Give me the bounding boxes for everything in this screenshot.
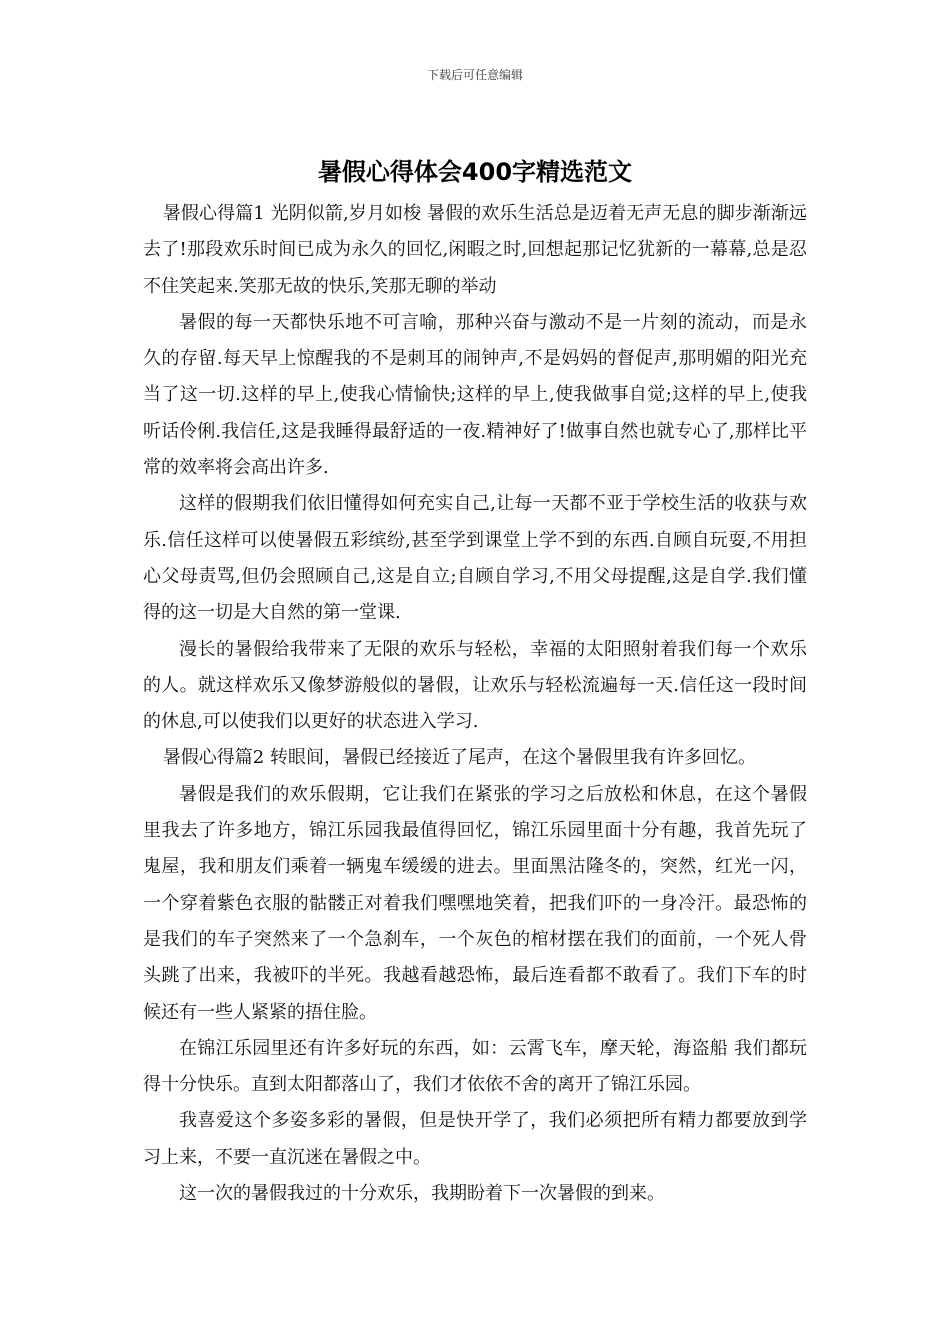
paragraph: 这一次的暑假我过的十分欢乐，我期盼着下一次暑假的到来。 (179, 1183, 665, 1205)
paragraph: 我喜爱这个多姿多彩的暑假，但是快开学了，我们必须把所有精力都要放到学习上来，不要一直沉迷在暑假之中。 (143, 1110, 807, 1168)
paragraph: 漫长的暑假给我带来了无限的欢乐与轻松，幸福的太阳照射着我们每一个欢乐的人。就这样欢乐又像梦游般似的暑假，让欢乐与轻松流遍每一天.信任这一段时间的休息,可以使我们以更好的状态进入学习. (143, 638, 807, 733)
paragraph: 暑假是我们的欢乐假期，它让我们在紧张的学习之后放松和休息，在这个暑假里我去了许多地方，锦江乐园我最值得回忆，锦江乐园里面十分有趣，我首先玩了鬼屋，我和朋友们乘着一辆鬼车缓缓的进去。里面黑沽隆冬的，突然，红光一闪，一个穿着紫色衣服的骷髅正对着我们嘿嘿地笑着，把我们吓的一身冷汗。最恐怖的是我们的车子突然来了一个急刹车，一个灰色的棺材摆在我们的面前，一个死人骨头跳了出来，我被吓的半死。我越看越恐怖，最后连看都不敢看了。我们下车的时候还有一些人紧紧的捂住脸。 (143, 783, 807, 1023)
document-title: 暑假心得体会400字精选范文 (317, 158, 633, 186)
paragraph-essay-1-intro: 暑假心得篇1 光阴似箭,岁月如梭 暑假的欢乐生活总是迈着无声无息的脚步渐渐远去了!那段欢乐时间已成为永久的回忆,闲暇之时,回想起那记忆犹新的一幕幕,总是忍不住笑起来.笑那无故的快乐,笑那无聊的举动 (143, 203, 807, 297)
paragraph: 这样的假期我们依旧懂得如何充实自己,让每一天都不亚于学校生活的收获与欢乐.信任这样可以使暑假五彩缤纷,甚至学到课堂上学不到的东西.自顾自玩耍,不用担心父母责骂,但仍会照顾自己,这是自立;自顾自学习,不用父母提醒,这是自学.我们懂得的这一切是大自然的第一堂课. (143, 493, 807, 624)
paragraph-essay-2-intro: 暑假心得篇2 转眼间，暑假已经接近了尾声，在这个暑假里我有许多回忆。 (162, 747, 756, 769)
paragraph: 暑假的每一天都快乐地不可言喻，那种兴奋与激动不是一片刻的流动，而是永久的存留.每天早上惊醒我的不是刺耳的闹钟声,不是妈妈的督促声,那明媚的阳光充当了这一切.这样的早上,使我心情愉快;这样的早上,使我做事自觉;这样的早上,使我听话伶俐.我信任,这是我睡得最舒适的一夜.精神好了!做事自然也就专心了,那样比平常的效率将会高出许多. (143, 311, 807, 479)
document-body (143, 196, 807, 1212)
header-note: 下载后可任意编辑 (426, 68, 523, 82)
paragraph: 在锦江乐园里还有许多好玩的东西，如：云霄飞车，摩天轮，海盗船 我们都玩得十分快乐。直到太阳都落山了，我们才依依不舍的离开了锦江乐园。 (143, 1037, 807, 1096)
